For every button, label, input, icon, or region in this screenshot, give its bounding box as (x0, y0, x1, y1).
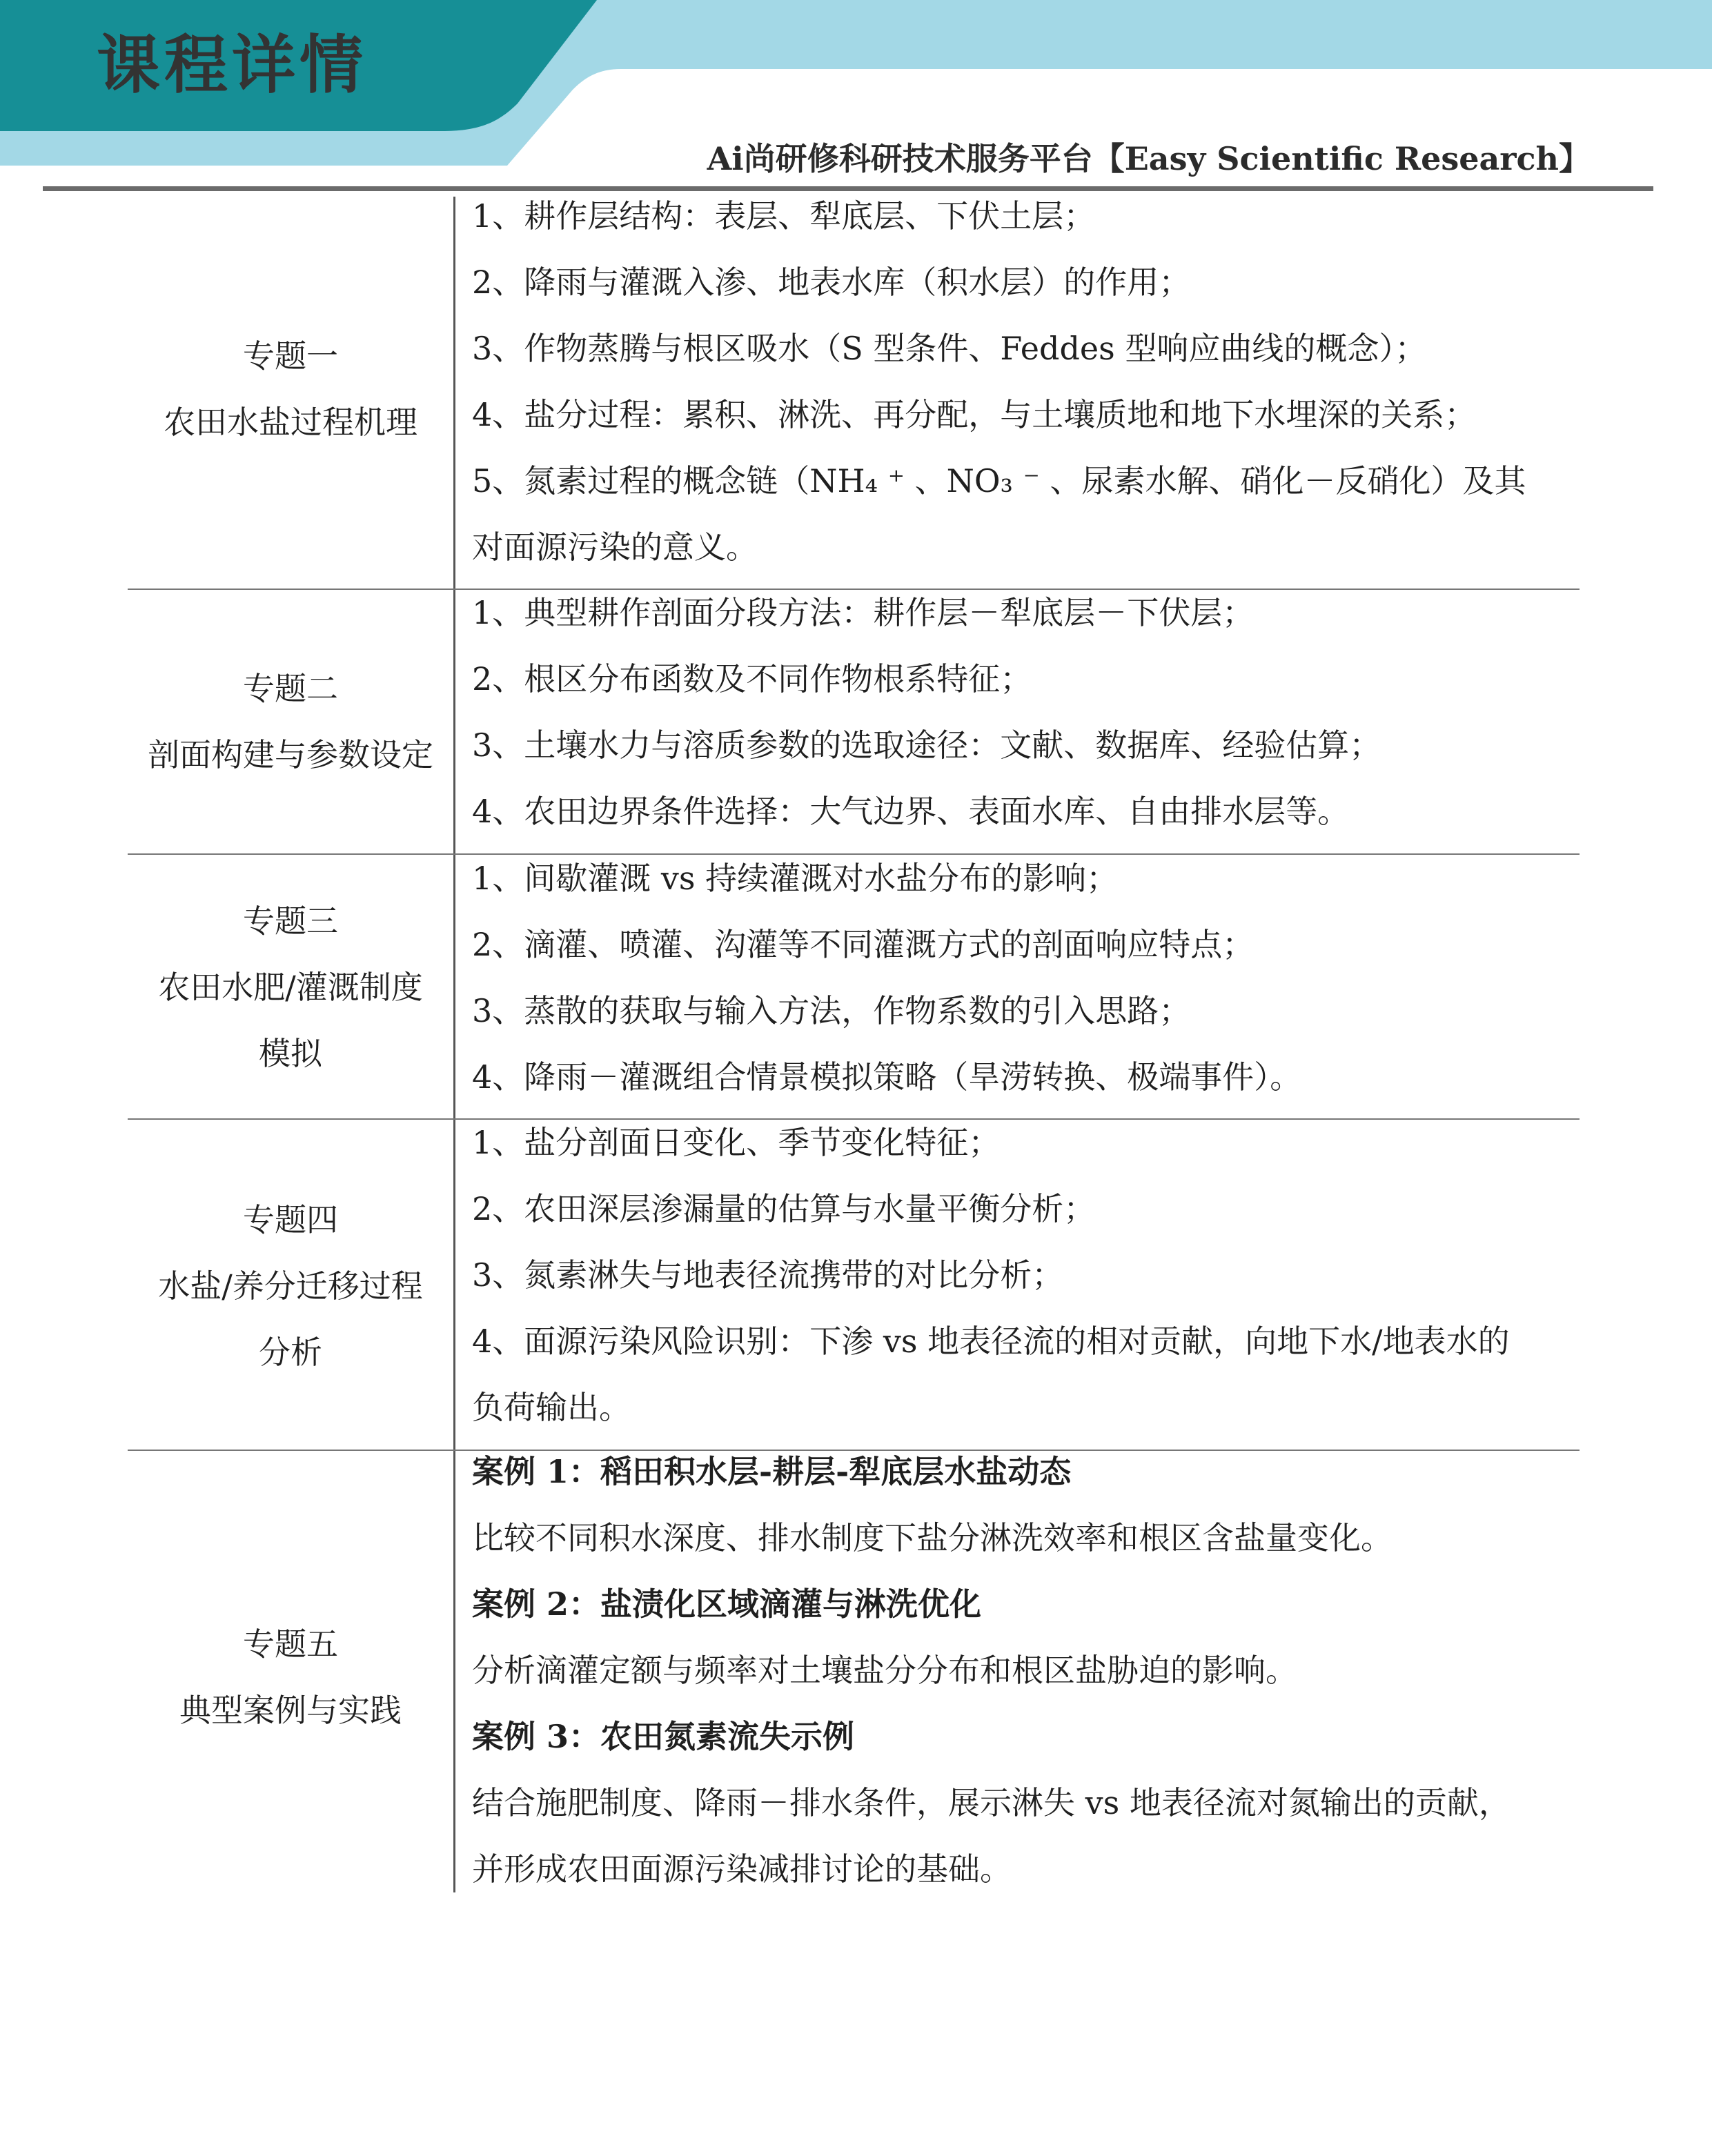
topic-2-items (472, 580, 1583, 844)
topic-2 (128, 655, 453, 788)
list-item: 3、作物蒸腾与根区吸水（S 型条件、Feddes 型响应曲线的概念）； (472, 330, 1427, 367)
list-item: 2、根区分布函数及不同作物根系特征； (472, 660, 1032, 698)
list-item: 4、盐分过程：累积、淋洗、再分配，与土壤质地和地下水埋深的关系； (472, 396, 1477, 433)
topic-3-items (472, 845, 1583, 1110)
topic-name: 典型案例与实践 (179, 1692, 402, 1729)
list-item: 1、典型耕作剖面分段方法：耕作层－犁底层－下伏层； (472, 594, 1255, 631)
list-item: 2、滴灌、喷灌、沟灌等不同灌溉方式的剖面响应特点； (472, 926, 1255, 963)
list-item: 4、降雨－灌溉组合情景模拟策略（旱涝转换、极端事件）。 (472, 1058, 1302, 1096)
topic-number: 专题二 (243, 670, 338, 707)
list-item: 1、盐分剖面日变化、季节变化特征； (472, 1124, 1001, 1161)
topic-name-line: 分析 (259, 1334, 322, 1371)
case-title: 案例 1：稻田积水层-耕层-犁底层水盐动态 (472, 1453, 1072, 1490)
topic-name-line: 水盐/养分迁移过程 (158, 1267, 423, 1305)
topic-number: 专题一 (243, 337, 338, 375)
list-item: 负荷输出。 (472, 1389, 631, 1426)
topic-name: 剖面构建与参数设定 (148, 736, 433, 773)
column-divider (453, 1451, 455, 1892)
list-item: 4、农田边界条件选择：大气边界、表面水库、自由排水层等。 (472, 793, 1350, 830)
case-description: 结合施肥制度、降雨－排水条件，展示淋失 vs 地表径流对氮输出的贡献， (472, 1784, 1511, 1821)
topic-5-cases (472, 1438, 1583, 1902)
case-title: 案例 3：农田氮素流失示例 (472, 1718, 855, 1755)
topic-1 (128, 323, 453, 455)
page-title: 课程详情 (97, 28, 368, 102)
topic-4-items (472, 1109, 1583, 1441)
platform-name: Ai尚研修科研技术服务平台【Easy Scientific Research】 (707, 140, 1591, 177)
column-divider (453, 590, 455, 855)
topic-name-line: 模拟 (259, 1035, 322, 1072)
list-item: 1、间歇灌溉 vs 持续灌溉对水盐分布的影响； (472, 860, 1119, 897)
list-item: 4、面源污染风险识别：下渗 vs 地表径流的相对贡献，向地下水/地表水的 (472, 1323, 1510, 1360)
topic-number: 专题五 (243, 1625, 338, 1663)
case-description: 分析滴灌定额与频率对土壤盐分分布和根区盐胁迫的影响。 (472, 1652, 1297, 1689)
column-divider (453, 855, 455, 1120)
case-description: 并形成农田面源污染减排讨论的基础。 (472, 1850, 1012, 1888)
column-divider (453, 1120, 455, 1451)
case-description: 比较不同积水深度、排水制度下盐分淋洗效率和根区含盐量变化。 (472, 1519, 1393, 1556)
list-item: 3、氮素淋失与地表径流携带的对比分析； (472, 1256, 1064, 1294)
topic-number: 专题四 (243, 1201, 338, 1238)
topic-name-line: 农田水肥/灌溉制度 (158, 969, 423, 1006)
list-item: 2、降雨与灌溉入渗、地表水库（积水层）的作用； (472, 264, 1191, 301)
topic-name: 农田水盐过程机理 (164, 404, 417, 441)
list-item: 3、土壤水力与溶质参数的选取途径：文献、数据库、经验估算； (472, 726, 1381, 764)
column-divider (453, 197, 455, 589)
case-title: 案例 2：盐渍化区域滴灌与淋洗优化 (472, 1585, 982, 1623)
list-item: 5、氮素过程的概念链（NH₄ ⁺ 、NO₃ ⁻ 、尿素水解、硝化－反硝化）及其 (472, 462, 1526, 500)
list-item: 1、耕作层结构：表层、犁底层、下伏土层； (472, 197, 1096, 235)
topic-4 (128, 1187, 453, 1385)
list-item: 3、蒸散的获取与输入方法，作物系数的引入思路； (472, 992, 1191, 1029)
topic-3 (128, 888, 453, 1087)
topic-5 (128, 1611, 453, 1743)
topic-number: 专题三 (243, 902, 338, 940)
list-item: 2、农田深层渗漏量的估算与水量平衡分析； (472, 1190, 1096, 1227)
topic-1-items (472, 183, 1583, 580)
list-item: 对面源污染的意义。 (472, 528, 758, 566)
